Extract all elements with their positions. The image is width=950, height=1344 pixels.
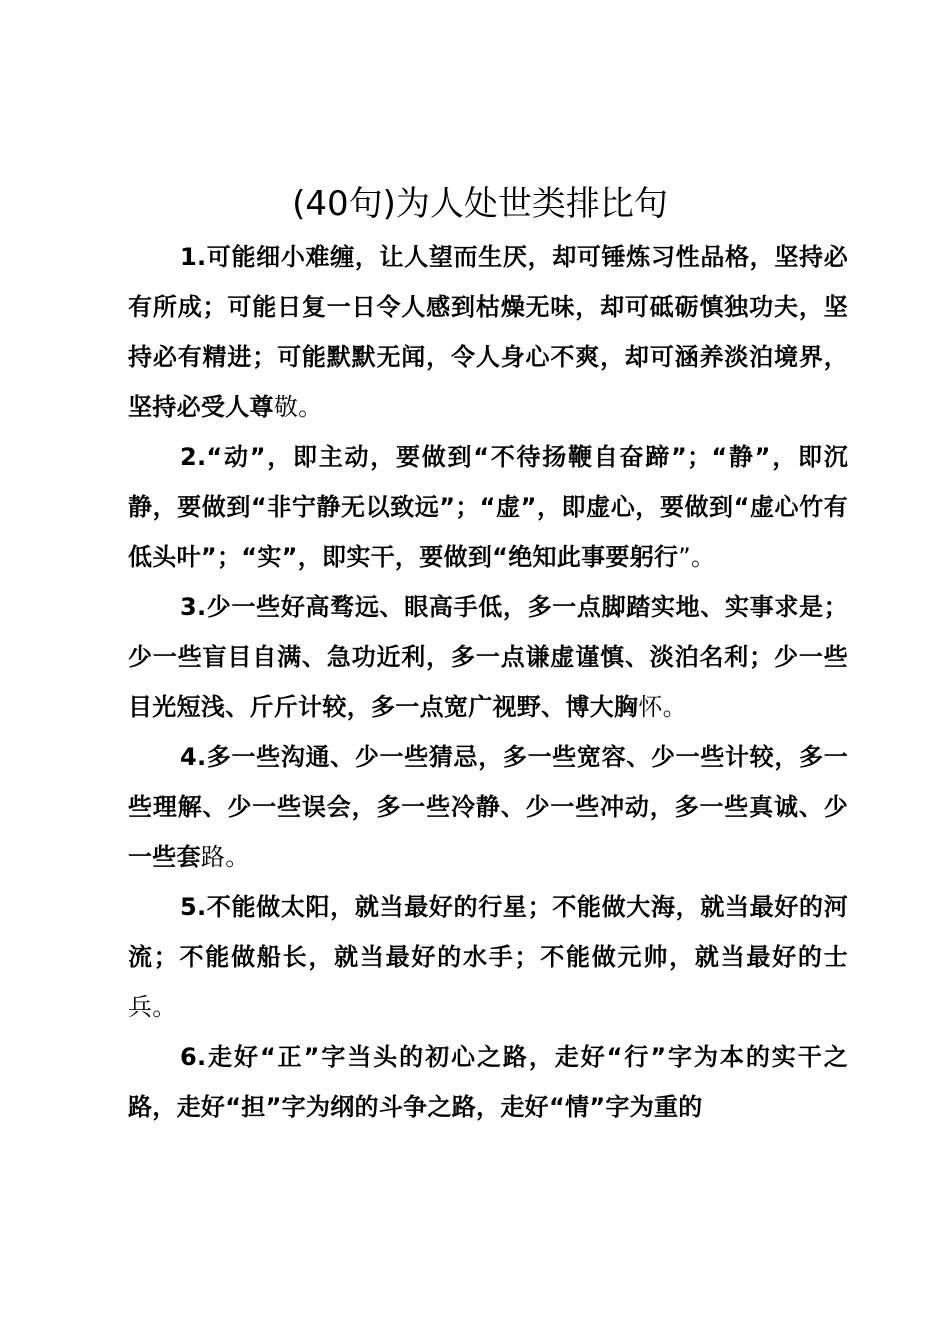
paragraph-text: 2.“动”，即主动，要做到“不待扬鞭自奋蹄”；“静”，即沉静，要做到“非宁静无以致远”；“虚”，即虚心，要做到“虚心竹有低头叶”；“实”，即实干，要做到“绝知此事要躬行 xyxy=(128,443,848,571)
paragraph-text: 1.可能细小难缠，让人望而生厌，却可锤炼习性品格，坚持必有所成；可能日复一日令人感到枯燥无味，却可砥砺慎独功夫，坚持必有精进；可能默默无闻，令人身心不爽，却可涵养淡泊境界，坚持必受人尊 xyxy=(128,243,848,421)
paragraph-4 xyxy=(128,732,848,882)
paragraph-text: 6.走好“正”字当头的初心之路，走好“行”字为本的实干之路，走好“担”字为纲的斗争之路，走好“情”字为重的 xyxy=(128,1043,848,1121)
paragraph-tail: 怀。 xyxy=(638,693,687,721)
paragraph-tail: ”。 xyxy=(678,543,716,571)
paragraph-text: 5.不能做太阳，就当最好的行星；不能做大海，就当最好的河流；不能做船长，就当最好的水手；不能做元帅，就当最好的士 xyxy=(128,893,848,971)
document-body xyxy=(128,232,848,1132)
paragraph-3 xyxy=(128,582,848,732)
document-title: (40句)为人处世类排比句 xyxy=(292,184,668,224)
paragraph-tail: 兵。 xyxy=(128,993,177,1021)
paragraph-2 xyxy=(128,432,848,582)
paragraph-text: 3.少一些好高骛远、眼高手低，多一点脚踏实地、实事求是；少一些盲目自满、急功近利，多一点谦虚谨慎、淡泊名利；少一些目光短浅、斤斤计较，多一点宽广视野、博大胸 xyxy=(128,593,848,721)
paragraph-6 xyxy=(128,1032,848,1132)
paragraph-1 xyxy=(128,232,848,432)
paragraph-tail: 敬。 xyxy=(273,393,323,421)
paragraph-tail: 路。 xyxy=(200,843,250,871)
paragraph-5 xyxy=(128,882,848,1032)
paragraph-text: 4.多一些沟通、少一些猜忌，多一些宽容、少一些计较，多一些理解、少一些误会，多一些冷静、少一些冲动，多一些真诚、少一些套 xyxy=(128,743,848,871)
